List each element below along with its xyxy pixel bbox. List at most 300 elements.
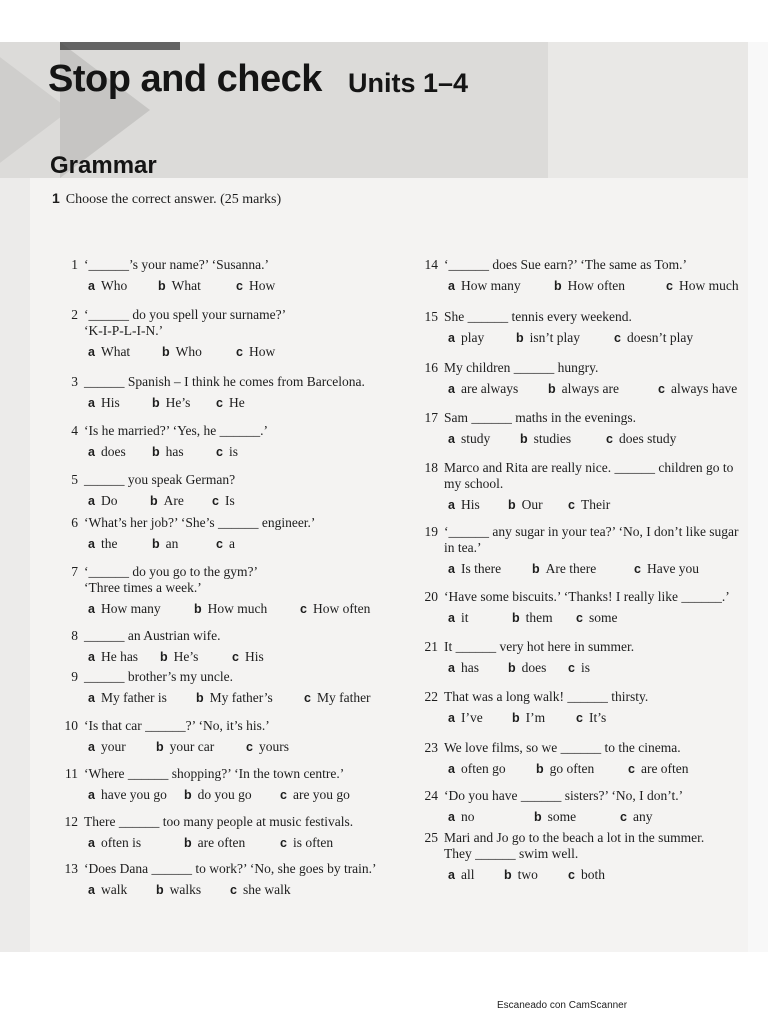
option-b[interactable] bbox=[520, 431, 606, 447]
option-letter: a bbox=[448, 868, 455, 882]
option-b[interactable] bbox=[504, 867, 568, 883]
question-number: 20 bbox=[424, 589, 438, 604]
option-a[interactable] bbox=[448, 497, 508, 513]
option-text: two bbox=[517, 867, 538, 882]
option-text: He bbox=[228, 395, 245, 410]
option-b[interactable] bbox=[508, 660, 568, 676]
option-letter: b bbox=[532, 562, 540, 576]
option-c[interactable] bbox=[300, 601, 370, 617]
option-c[interactable] bbox=[628, 761, 689, 777]
question-text: There ______ too many people at music festivals. bbox=[84, 814, 354, 829]
answer-options bbox=[60, 493, 235, 509]
question-number: 12 bbox=[64, 814, 78, 829]
option-letter: b bbox=[160, 650, 168, 664]
option-letter: c bbox=[246, 740, 253, 754]
option-text: walks bbox=[169, 882, 202, 897]
answer-options bbox=[60, 835, 353, 851]
question-line bbox=[60, 718, 289, 734]
option-text: it bbox=[460, 610, 469, 625]
option-text: are always bbox=[460, 381, 519, 396]
option-text: My father’s bbox=[209, 690, 273, 705]
option-letter: a bbox=[448, 810, 455, 824]
option-letter: a bbox=[88, 650, 95, 664]
question-line bbox=[60, 374, 365, 390]
page-subtitle: Units 1–4 bbox=[348, 68, 469, 98]
answer-options bbox=[60, 444, 268, 460]
question-line bbox=[420, 410, 676, 426]
option-letter: a bbox=[448, 331, 455, 345]
option-a[interactable] bbox=[88, 739, 156, 755]
question-23 bbox=[420, 740, 689, 777]
option-text: How many bbox=[100, 601, 161, 616]
question-line bbox=[420, 788, 683, 804]
option-c[interactable] bbox=[568, 867, 605, 883]
question-line bbox=[420, 257, 739, 273]
option-text: It’s bbox=[588, 710, 607, 725]
option-text: does bbox=[521, 660, 547, 675]
option-text: How often bbox=[567, 278, 626, 293]
option-letter: b bbox=[196, 691, 204, 705]
option-a[interactable] bbox=[448, 867, 504, 883]
question-number: 1 bbox=[71, 257, 78, 272]
question-text: ______ an Austrian wife. bbox=[84, 628, 221, 643]
question-24 bbox=[420, 788, 683, 825]
question-number: 17 bbox=[424, 410, 438, 425]
option-letter: b bbox=[152, 445, 160, 459]
option-text: does bbox=[100, 444, 126, 459]
question-12 bbox=[60, 814, 353, 851]
option-text: isn’t play bbox=[529, 330, 581, 345]
question-number: 14 bbox=[424, 257, 438, 272]
question-line bbox=[420, 524, 739, 540]
option-text: walk bbox=[100, 882, 128, 897]
question-line bbox=[60, 861, 377, 877]
option-a[interactable] bbox=[88, 787, 184, 803]
question-5 bbox=[60, 472, 235, 509]
option-a[interactable] bbox=[88, 690, 196, 706]
option-text: always have bbox=[670, 381, 738, 396]
option-b[interactable] bbox=[536, 761, 628, 777]
question-number: 22 bbox=[424, 689, 438, 704]
option-a[interactable] bbox=[88, 344, 162, 360]
option-text: often is bbox=[100, 835, 142, 850]
option-text: Are there bbox=[545, 561, 597, 576]
option-a[interactable] bbox=[448, 278, 554, 294]
option-b[interactable] bbox=[512, 710, 576, 726]
option-a[interactable] bbox=[88, 649, 160, 665]
option-letter: c bbox=[236, 345, 243, 359]
question-number: 3 bbox=[71, 374, 78, 389]
question-9 bbox=[60, 669, 371, 706]
option-letter: a bbox=[88, 537, 95, 551]
option-text: His bbox=[100, 395, 120, 410]
option-a[interactable] bbox=[88, 601, 194, 617]
answer-options bbox=[420, 431, 676, 447]
answer-options bbox=[60, 601, 370, 617]
option-letter: b bbox=[534, 810, 542, 824]
option-letter: b bbox=[512, 711, 520, 725]
answer-options bbox=[420, 610, 730, 626]
question-text: ______ Spanish – I think he comes from Barcelona. bbox=[84, 374, 365, 389]
option-text: He has bbox=[100, 649, 139, 664]
option-text: doesn’t play bbox=[626, 330, 694, 345]
question-text-continued: They ______ swim well. bbox=[444, 846, 579, 861]
option-text: the bbox=[100, 536, 118, 551]
option-b[interactable] bbox=[554, 278, 666, 294]
exercise-instruction bbox=[52, 190, 281, 208]
option-b[interactable] bbox=[516, 330, 614, 346]
question-line bbox=[420, 309, 693, 325]
option-text: has bbox=[165, 444, 184, 459]
option-c[interactable] bbox=[280, 835, 333, 851]
option-c[interactable] bbox=[212, 493, 235, 509]
question-number: 5 bbox=[71, 472, 78, 487]
option-a[interactable] bbox=[88, 278, 158, 294]
option-letter: c bbox=[304, 691, 311, 705]
option-text: them bbox=[525, 610, 553, 625]
option-text: How much bbox=[678, 278, 739, 293]
option-letter: c bbox=[666, 279, 673, 293]
answer-options bbox=[420, 330, 693, 346]
option-letter: a bbox=[88, 396, 95, 410]
option-b[interactable] bbox=[150, 493, 212, 509]
option-c[interactable] bbox=[232, 649, 264, 665]
option-a[interactable] bbox=[448, 710, 512, 726]
option-letter: b bbox=[150, 494, 158, 508]
question-line bbox=[420, 689, 648, 705]
option-letter: a bbox=[448, 279, 455, 293]
question-line bbox=[60, 423, 268, 439]
option-text: a bbox=[228, 536, 235, 551]
option-text: Is bbox=[224, 493, 235, 508]
option-letter: c bbox=[216, 396, 223, 410]
answer-options bbox=[60, 278, 275, 294]
question-line bbox=[420, 360, 737, 376]
option-a[interactable] bbox=[448, 761, 536, 777]
option-c[interactable] bbox=[576, 710, 606, 726]
question-17 bbox=[420, 410, 676, 447]
option-a[interactable] bbox=[88, 493, 150, 509]
option-letter: a bbox=[88, 494, 95, 508]
option-a[interactable] bbox=[448, 809, 534, 825]
question-text-continued: ‘Three times a week.’ bbox=[84, 580, 202, 595]
option-letter: b bbox=[554, 279, 562, 293]
option-text: Do bbox=[100, 493, 118, 508]
option-text: study bbox=[460, 431, 491, 446]
question-number: 16 bbox=[424, 360, 438, 375]
question-15 bbox=[420, 309, 693, 346]
option-c[interactable] bbox=[216, 444, 238, 460]
option-letter: b bbox=[184, 836, 192, 850]
option-letter: c bbox=[212, 494, 219, 508]
option-text: How much bbox=[207, 601, 268, 616]
question-text: My children ______ hungry. bbox=[444, 360, 599, 375]
option-text: Is there bbox=[460, 561, 502, 576]
question-text: ‘Do you have ______ sisters?’ ‘No, I don’t.’ bbox=[444, 788, 684, 803]
option-text: Who bbox=[100, 278, 128, 293]
option-a[interactable] bbox=[448, 610, 512, 626]
option-letter: b bbox=[548, 382, 556, 396]
answer-options bbox=[60, 536, 315, 552]
option-a[interactable] bbox=[448, 431, 520, 447]
question-text: ‘______ do you spell your surname?’ bbox=[84, 307, 287, 322]
option-text: play bbox=[460, 330, 485, 345]
option-text: How bbox=[248, 344, 276, 359]
option-letter: b bbox=[512, 611, 520, 625]
option-b[interactable] bbox=[156, 739, 246, 755]
question-18 bbox=[420, 460, 733, 513]
question-text: That was a long walk! ______ thirsty. bbox=[444, 689, 649, 704]
option-letter: a bbox=[448, 711, 455, 725]
option-c[interactable] bbox=[230, 882, 291, 898]
question-number: 23 bbox=[424, 740, 438, 755]
option-text: Are bbox=[163, 493, 184, 508]
option-letter: c bbox=[568, 868, 575, 882]
option-b[interactable] bbox=[534, 809, 620, 825]
question-number: 2 bbox=[71, 307, 78, 322]
answer-options bbox=[420, 278, 739, 294]
question-line bbox=[420, 589, 730, 605]
option-c[interactable] bbox=[568, 660, 590, 676]
option-c[interactable] bbox=[576, 610, 617, 626]
option-a[interactable] bbox=[88, 882, 156, 898]
question-line bbox=[60, 564, 370, 580]
option-letter: c bbox=[236, 279, 243, 293]
option-text: is often bbox=[292, 835, 334, 850]
option-text: your bbox=[100, 739, 126, 754]
question-number: 6 bbox=[71, 515, 78, 530]
option-text: Have you bbox=[646, 561, 700, 576]
question-line bbox=[60, 628, 264, 644]
question-number: 7 bbox=[71, 564, 78, 579]
answer-options bbox=[420, 561, 739, 577]
option-b[interactable] bbox=[196, 690, 304, 706]
option-b[interactable] bbox=[184, 787, 280, 803]
option-c[interactable] bbox=[568, 497, 610, 513]
question-22 bbox=[420, 689, 648, 726]
option-a[interactable] bbox=[88, 444, 152, 460]
question-16 bbox=[420, 360, 737, 397]
option-text: do you go bbox=[197, 787, 252, 802]
option-c[interactable] bbox=[620, 809, 652, 825]
option-c[interactable] bbox=[614, 330, 693, 346]
option-c[interactable] bbox=[280, 787, 350, 803]
option-b[interactable] bbox=[548, 381, 658, 397]
option-text: your car bbox=[169, 739, 215, 754]
option-c[interactable] bbox=[606, 431, 676, 447]
question-number: 9 bbox=[71, 669, 78, 684]
option-text: How often bbox=[312, 601, 371, 616]
option-text: He’s bbox=[165, 395, 191, 410]
question-text: ‘Is that car ______?’ ‘No, it’s his.’ bbox=[84, 718, 270, 733]
option-letter: a bbox=[88, 836, 95, 850]
question-text: Sam ______ maths in the evenings. bbox=[444, 410, 636, 425]
option-letter: c bbox=[568, 661, 575, 675]
question-line bbox=[420, 740, 689, 756]
option-letter: b bbox=[516, 331, 524, 345]
option-text: His bbox=[460, 497, 480, 512]
option-b[interactable] bbox=[194, 601, 300, 617]
option-b[interactable] bbox=[532, 561, 634, 577]
option-letter: b bbox=[508, 498, 516, 512]
question-7 bbox=[60, 564, 370, 617]
answer-options bbox=[420, 381, 737, 397]
question-8 bbox=[60, 628, 264, 665]
option-a[interactable] bbox=[88, 395, 152, 411]
question-text: ‘What’s her job?’ ‘She’s ______ engineer.’ bbox=[84, 515, 316, 530]
option-text: What bbox=[171, 278, 201, 293]
question-text: ‘______ any sugar in your tea?’ ‘No, I don’t like sugar bbox=[444, 524, 739, 539]
option-letter: b bbox=[504, 868, 512, 882]
option-letter: b bbox=[194, 602, 202, 616]
question-1 bbox=[60, 257, 275, 294]
question-text: ‘______ do you go to the gym?’ bbox=[84, 564, 258, 579]
option-letter: a bbox=[88, 740, 95, 754]
question-text: Mari and Jo go to the beach a lot in the summer. bbox=[444, 830, 705, 845]
question-20 bbox=[420, 589, 730, 626]
answer-options bbox=[60, 649, 264, 665]
question-line bbox=[60, 307, 286, 323]
question-text: We love films, so we ______ to the cinema. bbox=[444, 740, 681, 755]
option-text: go often bbox=[549, 761, 595, 776]
option-letter: c bbox=[576, 711, 583, 725]
question-text: ‘Where ______ shopping?’ ‘In the town centre.’ bbox=[84, 766, 345, 781]
question-number: 18 bbox=[424, 460, 438, 475]
question-number: 4 bbox=[71, 423, 78, 438]
question-text-continued: in tea.’ bbox=[444, 540, 482, 555]
option-letter: c bbox=[230, 883, 237, 897]
option-text: What bbox=[100, 344, 131, 359]
answer-options bbox=[60, 882, 377, 898]
option-letter: c bbox=[614, 331, 621, 345]
question-text: ______ you speak German? bbox=[84, 472, 236, 487]
option-letter: a bbox=[88, 279, 95, 293]
option-letter: c bbox=[568, 498, 575, 512]
answer-options bbox=[420, 660, 634, 676]
option-b[interactable] bbox=[508, 497, 568, 513]
option-b[interactable] bbox=[152, 444, 216, 460]
question-number: 24 bbox=[424, 788, 438, 803]
question-text: Marco and Rita are really nice. ______ children go to bbox=[444, 460, 734, 475]
option-letter: c bbox=[634, 562, 641, 576]
option-text: any bbox=[632, 809, 653, 824]
page-edge bbox=[748, 42, 768, 952]
question-line bbox=[420, 830, 704, 846]
option-letter: b bbox=[156, 740, 164, 754]
option-letter: a bbox=[448, 762, 455, 776]
option-c[interactable] bbox=[246, 739, 289, 755]
option-c[interactable] bbox=[634, 561, 699, 577]
option-a[interactable] bbox=[448, 660, 508, 676]
option-letter: c bbox=[628, 762, 635, 776]
answer-options bbox=[420, 761, 689, 777]
option-letter: c bbox=[280, 788, 287, 802]
option-text: are often bbox=[197, 835, 246, 850]
option-b[interactable] bbox=[152, 395, 216, 411]
page-margin-strip bbox=[548, 42, 748, 178]
option-b[interactable] bbox=[152, 536, 216, 552]
option-text: does study bbox=[618, 431, 677, 446]
question-3 bbox=[60, 374, 365, 411]
question-text-continued: my school. bbox=[444, 476, 504, 491]
option-text: is bbox=[580, 660, 590, 675]
question-text: It ______ very hot here in summer. bbox=[444, 639, 635, 654]
option-letter: c bbox=[216, 537, 223, 551]
option-letter: b bbox=[158, 279, 166, 293]
option-letter: a bbox=[88, 788, 95, 802]
option-letter: c bbox=[300, 602, 307, 616]
option-letter: b bbox=[152, 396, 160, 410]
option-c[interactable] bbox=[216, 395, 245, 411]
option-a[interactable] bbox=[448, 381, 548, 397]
question-number: 11 bbox=[65, 766, 78, 781]
option-text: an bbox=[165, 536, 179, 551]
option-c[interactable] bbox=[236, 278, 275, 294]
option-a[interactable] bbox=[448, 330, 516, 346]
option-text: I’m bbox=[525, 710, 546, 725]
question-number: 13 bbox=[64, 861, 78, 876]
question-number: 19 bbox=[424, 524, 438, 539]
option-letter: a bbox=[88, 602, 95, 616]
option-text: studies bbox=[533, 431, 572, 446]
option-text: My father bbox=[316, 690, 371, 705]
option-text: she walk bbox=[242, 882, 291, 897]
option-text: His bbox=[244, 649, 264, 664]
option-c[interactable] bbox=[236, 344, 275, 360]
option-b[interactable] bbox=[160, 649, 232, 665]
option-b[interactable] bbox=[156, 882, 230, 898]
question-line bbox=[60, 515, 315, 531]
option-c[interactable] bbox=[658, 381, 737, 397]
question-25 bbox=[420, 830, 704, 883]
option-text: Our bbox=[521, 497, 543, 512]
option-a[interactable] bbox=[88, 536, 152, 552]
option-letter: c bbox=[280, 836, 287, 850]
option-letter: b bbox=[152, 537, 160, 551]
option-letter: c bbox=[232, 650, 239, 664]
option-a[interactable] bbox=[448, 561, 532, 577]
option-a[interactable] bbox=[88, 835, 184, 851]
option-letter: c bbox=[576, 611, 583, 625]
option-text: some bbox=[588, 610, 618, 625]
question-text-continued: ‘K-I-P-L-I-N.’ bbox=[84, 323, 164, 338]
answer-options bbox=[420, 809, 683, 825]
question-line bbox=[60, 766, 350, 782]
option-b[interactable] bbox=[158, 278, 236, 294]
option-c[interactable] bbox=[216, 536, 235, 552]
option-text: How many bbox=[460, 278, 521, 293]
option-b[interactable] bbox=[162, 344, 236, 360]
option-letter: b bbox=[162, 345, 170, 359]
option-text: have you go bbox=[100, 787, 167, 802]
question-line bbox=[420, 639, 634, 655]
question-number: 25 bbox=[424, 830, 438, 845]
answer-options bbox=[60, 739, 289, 755]
answer-options bbox=[60, 395, 365, 411]
question-19 bbox=[420, 524, 739, 577]
option-letter: b bbox=[536, 762, 544, 776]
option-text: has bbox=[460, 660, 479, 675]
option-b[interactable] bbox=[512, 610, 576, 626]
option-letter: c bbox=[216, 445, 223, 459]
option-letter: a bbox=[448, 661, 455, 675]
option-b[interactable] bbox=[184, 835, 280, 851]
option-c[interactable] bbox=[304, 690, 371, 706]
option-c[interactable] bbox=[666, 278, 739, 294]
option-text: He’s bbox=[173, 649, 199, 664]
question-number: 10 bbox=[64, 718, 78, 733]
answer-options bbox=[60, 690, 371, 706]
